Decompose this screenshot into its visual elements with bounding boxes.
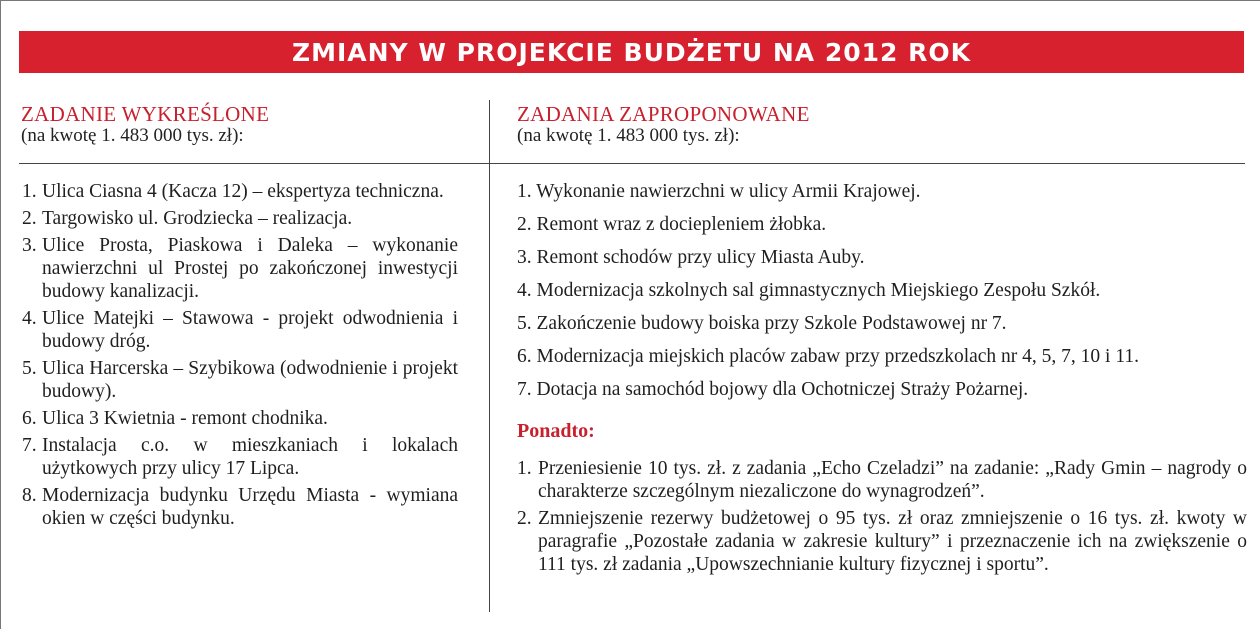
frame-top-border xyxy=(0,0,1260,1)
list-item: 5. Ulica Harcerska – Szybikowa (odwodnienie i projekt budowy). xyxy=(22,358,458,402)
left-column-header xyxy=(21,103,269,147)
list-item: 6. Ulica 3 Kwietnia - remont chodnika. xyxy=(22,408,328,429)
list-item: 2. Targowisko ul. Grodziecka – realizacja. xyxy=(22,208,353,229)
list-item: 5. Zakończenie budowy boiska przy Szkole Podstawowej nr 7. xyxy=(517,313,1007,334)
removed-tasks-list xyxy=(22,180,458,534)
title-banner xyxy=(19,31,1244,73)
list-item: 3. Ulice Prosta, Piaskowa i Daleka – wykonanie nawierzchni ul Prostej po zakończonej inwestycji budowy kanalizacji. xyxy=(22,235,458,302)
page-title: ZMIANY W PROJEKCIE BUDŻETU NA 2012 ROK xyxy=(291,37,972,67)
list-item: 6. Modernizacja miejskich placów zabaw przy przedszkolach nr 4, 5, 7, 10 i 11. xyxy=(517,346,1139,367)
list-item: 8. Modernizacja budynku Urzędu Miasta - wymiana okien w części budynku. xyxy=(22,485,458,529)
column-divider xyxy=(489,100,490,612)
left-column-title: ZADANIE WYKREŚLONE xyxy=(21,102,270,126)
left-column-subtitle: (na kwotę 1. 483 000 tys. zł): xyxy=(21,125,244,146)
right-column-title: ZADANIA ZAPROPONOWANE xyxy=(517,102,810,126)
list-item: 1. Przeniesienie 10 tys. zł. z zadania „Echo Czeladzi” na zadanie: „Rady Gmin – nagrody o charakterze szczególnym niezaliczone do wynagrodzeń”. xyxy=(517,458,1247,502)
list-item: 2. Remont wraz z dociepleniem żłobka. xyxy=(517,214,827,235)
list-item: 4. Ulice Matejki – Stawowa - projekt odwodnienia i budowy dróg. xyxy=(22,308,458,352)
proposed-tasks-list xyxy=(517,180,1245,411)
right-column-subtitle: (na kwotę 1. 483 000 tys. zł): xyxy=(517,125,740,146)
list-item: 1. Wykonanie nawierzchni w ulicy Armii Krajowej. xyxy=(517,181,921,202)
right-column-header xyxy=(517,103,810,147)
additional-heading: Ponadto: xyxy=(517,420,595,442)
list-item: 1. Ulica Ciasna 4 (Kacza 12) – ekspertyza techniczna. xyxy=(22,181,444,202)
header-divider xyxy=(19,163,1245,164)
list-item: 4. Modernizacja szkolnych sal gimnastycznych Miejskiego Zespołu Szkół. xyxy=(517,280,1101,301)
list-item: 7. Dotacja na samochód bojowy dla Ochotniczej Straży Pożarnej. xyxy=(517,379,1029,400)
list-item: 2. Zmniejszenie rezerwy budżetowej o 95 tys. zł oraz zmniejszenie o 16 tys. zł. kwoty w paragrafie „Pozostałe zadania w zakresie kultury” i przeznaczenie ich na zwiększenie o 111 tys. zł zadania „Upowszechnianie kultury fizycznej i sportu”. xyxy=(517,508,1247,575)
frame-left-border xyxy=(0,0,1,629)
list-item: 7. Instalacja c.o. w mieszkaniach i lokalach użytkowych przy ulicy 17 Lipca. xyxy=(22,435,458,479)
additional-list xyxy=(517,457,1247,580)
list-item: 3. Remont schodów przy ulicy Miasta Auby. xyxy=(517,247,865,268)
